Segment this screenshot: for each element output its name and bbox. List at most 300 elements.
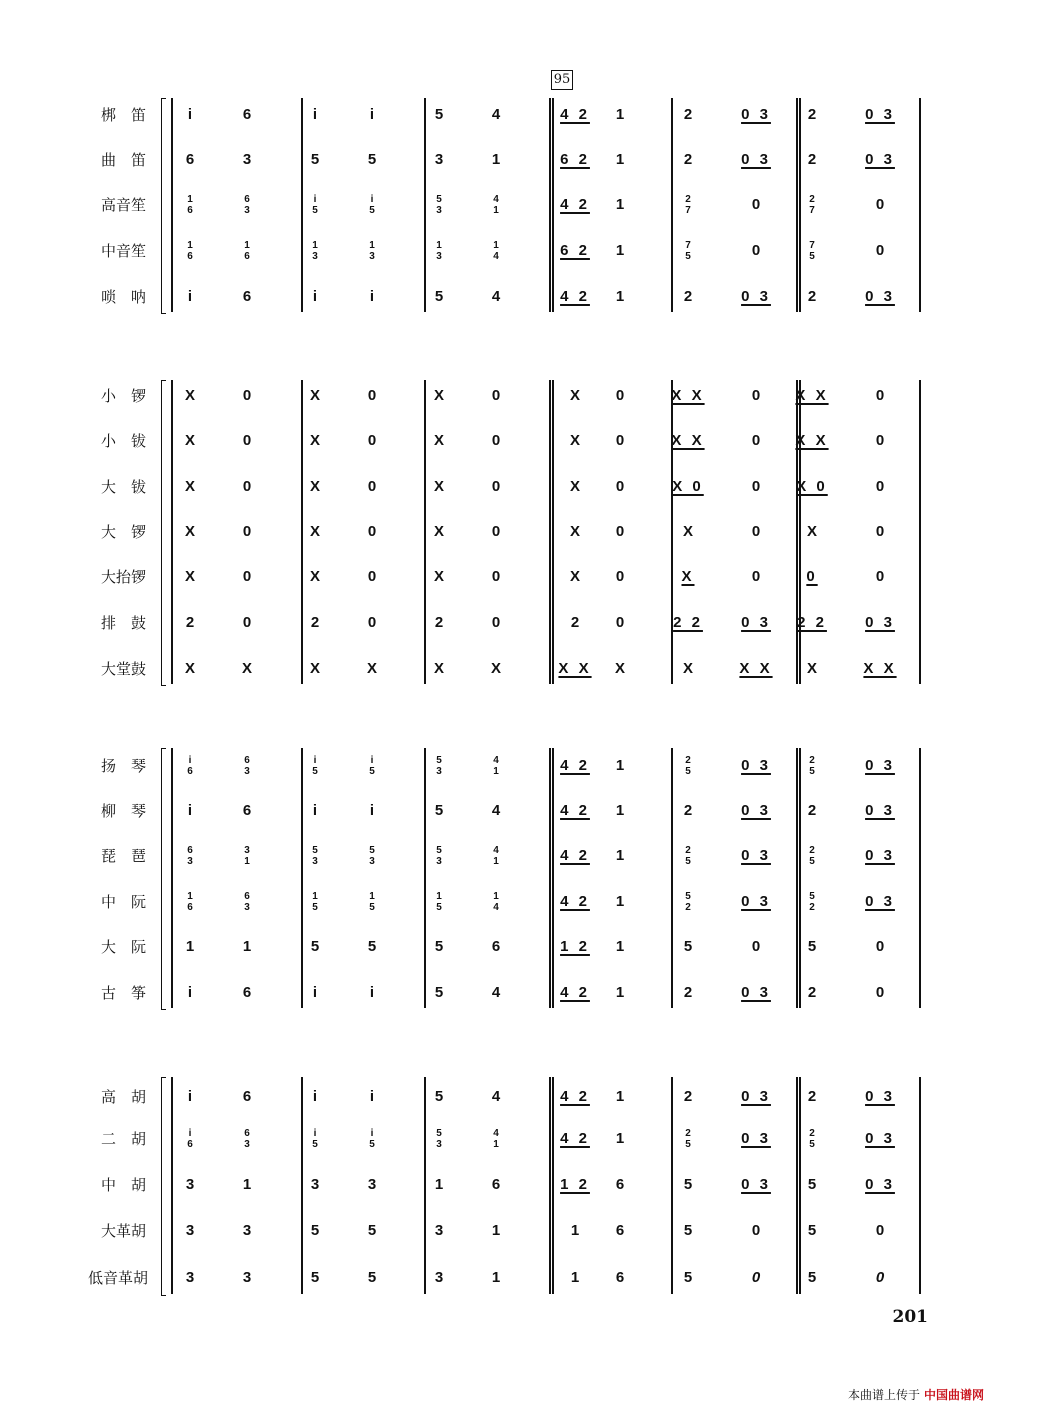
note-cell: i	[312, 106, 318, 123]
note-cell: i	[369, 106, 375, 123]
note-cell	[295, 755, 335, 777]
chord-note: 6	[244, 251, 250, 262]
note-cell: X	[433, 568, 444, 585]
note-cell: 0	[242, 387, 252, 404]
note-cell	[170, 1128, 210, 1150]
instrument-label: 曲 笛	[100, 151, 146, 169]
note-cell: X	[490, 660, 501, 677]
chord-note: 5	[685, 856, 691, 867]
chord-note: 5	[369, 1139, 375, 1150]
note-cell	[668, 1128, 708, 1150]
system-end-barline	[919, 748, 921, 1008]
barline	[549, 748, 551, 1008]
note-cell: 0	[875, 432, 885, 449]
note-cell: 1	[434, 1176, 444, 1193]
note-cell: 0	[242, 614, 252, 631]
note-cell: X	[614, 660, 625, 677]
note-cell: X X	[671, 387, 705, 404]
chord-note: 5	[809, 856, 815, 867]
note-cell: 2	[683, 288, 693, 305]
note-cell: X	[806, 660, 817, 677]
note-cell	[419, 240, 459, 262]
note-cell: 0	[875, 1222, 885, 1239]
system-bracket	[161, 748, 166, 1010]
instrument-label: 唢 呐	[100, 288, 146, 306]
note-cell: 0 3	[865, 802, 895, 819]
note-cell: i	[187, 802, 193, 819]
note-cell: 0	[751, 196, 761, 213]
footer-prefix: 本曲谱上传于	[848, 1388, 921, 1402]
note-cell: 0 3	[865, 757, 895, 774]
note-cell: X	[682, 660, 693, 677]
note-cell: 0	[491, 568, 501, 585]
chord-note: 1	[312, 240, 318, 251]
note-cell: X	[184, 387, 195, 404]
chord-note: 5	[809, 251, 815, 262]
note-cell: 5	[807, 1222, 817, 1239]
chord-note: 2	[685, 845, 691, 856]
note-cell: 6	[242, 984, 252, 1001]
note-cell	[227, 194, 267, 216]
note-cell: 0	[615, 432, 625, 449]
note-cell	[295, 1128, 335, 1150]
note-cell: 0	[491, 614, 501, 631]
note-cell: X	[184, 660, 195, 677]
note-cell	[792, 1128, 832, 1150]
note-cell	[170, 240, 210, 262]
note-cell: 5	[807, 938, 817, 955]
note-cell: 1	[615, 242, 625, 259]
note-cell: i	[369, 802, 375, 819]
note-cell: X	[184, 478, 195, 495]
note-cell: 0 3	[865, 1176, 895, 1193]
double-barline	[552, 1077, 554, 1294]
note-cell: 3	[185, 1222, 195, 1239]
note-cell: 5	[310, 1222, 320, 1239]
note-cell	[227, 891, 267, 913]
system-end-barline	[919, 380, 921, 684]
instrument-label: 二 胡	[100, 1130, 146, 1148]
page-number: 201	[892, 1307, 928, 1327]
note-cell: 5	[434, 288, 444, 305]
note-cell	[295, 240, 335, 262]
chord-note: 6	[244, 891, 250, 902]
note-cell	[792, 845, 832, 867]
note-cell	[170, 194, 210, 216]
note-cell: 3	[434, 1269, 444, 1286]
note-cell: 6	[615, 1176, 625, 1193]
chord-note: 5	[685, 251, 691, 262]
note-cell: 2	[807, 1088, 817, 1105]
chord-note: 3	[244, 902, 250, 913]
chord-note: 5	[369, 902, 375, 913]
note-cell: 4	[491, 984, 501, 1001]
chord-note: 6	[187, 205, 193, 216]
note-cell	[295, 891, 335, 913]
note-cell: 5	[310, 1269, 320, 1286]
note-cell: 1	[570, 1269, 580, 1286]
note-cell: 5	[367, 938, 377, 955]
chord-note: 1	[436, 891, 442, 902]
note-cell: i	[312, 984, 318, 1001]
note-cell: 0	[751, 432, 761, 449]
note-cell: X X	[795, 387, 829, 404]
note-cell: X	[569, 387, 580, 404]
note-cell: 0	[751, 938, 761, 955]
note-cell	[668, 845, 708, 867]
note-cell: X	[241, 660, 252, 677]
note-cell: 1	[491, 1222, 501, 1239]
note-cell: X	[569, 432, 580, 449]
chord-note: 5	[312, 766, 318, 777]
note-cell: 6	[491, 938, 501, 955]
note-cell: 2	[683, 802, 693, 819]
note-cell: 0	[242, 432, 252, 449]
chord-note: 5	[809, 766, 815, 777]
note-cell: 1	[615, 938, 625, 955]
note-cell: X	[433, 660, 444, 677]
note-cell: 0 3	[741, 757, 771, 774]
chord-note: 3	[436, 856, 442, 867]
note-cell	[352, 755, 392, 777]
note-cell: 0 3	[741, 984, 771, 1001]
note-cell: X	[433, 478, 444, 495]
note-cell: 0 3	[865, 151, 895, 168]
note-cell: i	[312, 1088, 318, 1105]
note-cell: 0	[751, 523, 761, 540]
instrument-label: 大抬锣	[100, 568, 146, 586]
note-cell: 0 3	[741, 151, 771, 168]
chord-note: 5	[436, 755, 442, 766]
note-cell: i	[369, 288, 375, 305]
chord-note: 5	[685, 766, 691, 777]
note-cell: X	[184, 432, 195, 449]
note-cell: 0	[806, 568, 818, 585]
system-bracket	[161, 380, 166, 686]
note-cell: 1 2	[560, 938, 590, 955]
note-cell: 4 2	[560, 1130, 590, 1147]
system-start-barline	[171, 748, 173, 1008]
chord-note: 2	[809, 194, 815, 205]
instrument-label: 古 筝	[100, 984, 146, 1002]
note-cell: 0	[367, 568, 377, 585]
note-cell: 6	[615, 1222, 625, 1239]
note-cell	[352, 240, 392, 262]
chord-note: 3	[369, 856, 375, 867]
barline	[549, 380, 551, 684]
chord-note: 1	[187, 240, 193, 251]
note-cell: 6 2	[560, 151, 590, 168]
note-cell: 5	[683, 938, 693, 955]
chord-note: 2	[809, 845, 815, 856]
chord-note: 6	[187, 902, 193, 913]
note-cell: 1	[615, 288, 625, 305]
system-end-barline	[919, 1077, 921, 1294]
note-cell: 5	[367, 151, 377, 168]
note-cell	[352, 194, 392, 216]
chord-note: 5	[312, 205, 318, 216]
note-cell	[352, 891, 392, 913]
note-cell: 0	[242, 568, 252, 585]
note-cell: 1	[615, 847, 625, 864]
note-cell: 5	[434, 106, 444, 123]
barline	[549, 98, 551, 312]
instrument-label: 大 锣	[100, 523, 146, 541]
instrument-label: 大 阮	[100, 938, 146, 956]
note-cell: 0 3	[865, 1088, 895, 1105]
chord-note: 3	[436, 205, 442, 216]
note-cell: 2	[807, 288, 817, 305]
note-cell: 0	[875, 478, 885, 495]
chord-note: 3	[436, 251, 442, 262]
chord-note: 2	[809, 1128, 815, 1139]
note-cell	[476, 1128, 516, 1150]
chord-note: 7	[809, 240, 815, 251]
note-cell: 1	[615, 151, 625, 168]
note-cell: 1	[615, 1088, 625, 1105]
note-cell	[419, 845, 459, 867]
note-cell: 0	[875, 1269, 885, 1286]
note-cell: 4 2	[560, 893, 590, 910]
note-cell: 2	[807, 106, 817, 123]
barline	[424, 748, 426, 1008]
note-cell	[227, 845, 267, 867]
note-cell	[170, 845, 210, 867]
note-cell: 2	[807, 151, 817, 168]
chord-note: 5	[685, 891, 691, 902]
note-cell: 0	[491, 478, 501, 495]
chord-note: 3	[312, 251, 318, 262]
note-cell	[792, 755, 832, 777]
note-cell: 5	[434, 802, 444, 819]
note-cell: 0	[367, 432, 377, 449]
instrument-label: 梆 笛	[100, 106, 146, 124]
note-cell: 5	[434, 984, 444, 1001]
note-cell: 0	[615, 478, 625, 495]
note-cell: 4 2	[560, 984, 590, 1001]
chord-note: 1	[493, 205, 499, 216]
chord-note: 4	[493, 755, 499, 766]
note-cell: 6 2	[560, 242, 590, 259]
note-cell: 0	[615, 387, 625, 404]
chord-note: 5	[436, 1128, 442, 1139]
note-cell: 4	[491, 1088, 501, 1105]
note-cell: 1	[615, 802, 625, 819]
chord-note: 5	[809, 891, 815, 902]
instrument-label: 大 钹	[100, 478, 146, 496]
chord-note: 1	[493, 766, 499, 777]
note-cell: X	[569, 568, 580, 585]
note-cell: 1	[491, 1269, 501, 1286]
note-cell: 0	[875, 568, 885, 585]
chord-note: 1	[436, 240, 442, 251]
chord-note: 2	[685, 1128, 691, 1139]
system-end-barline	[919, 98, 921, 312]
note-cell: 1	[242, 938, 252, 955]
note-cell: 2	[185, 614, 195, 631]
double-barline	[552, 748, 554, 1008]
instrument-label: 大革胡	[100, 1222, 146, 1240]
note-cell: 1	[491, 151, 501, 168]
chord-note: 7	[685, 240, 691, 251]
note-cell: i	[369, 1088, 375, 1105]
double-barline	[552, 380, 554, 684]
note-cell: X 0	[796, 478, 828, 495]
note-cell: 4 2	[560, 196, 590, 213]
note-cell: 4 2	[560, 757, 590, 774]
note-cell: X	[806, 523, 817, 540]
chord-note: 3	[244, 1139, 250, 1150]
note-cell: 2 2	[797, 614, 827, 631]
note-cell: X	[309, 432, 320, 449]
chord-note: 3	[312, 856, 318, 867]
note-cell: 4 2	[560, 802, 590, 819]
note-cell: 5	[367, 1222, 377, 1239]
chord-note: i	[188, 1128, 192, 1139]
note-cell	[476, 755, 516, 777]
note-cell	[227, 1128, 267, 1150]
note-cell: 4 2	[560, 288, 590, 305]
chord-note: 6	[187, 1139, 193, 1150]
note-cell: 2 2	[673, 614, 703, 631]
note-cell: X	[433, 432, 444, 449]
note-cell: 0 3	[865, 614, 895, 631]
system-bracket	[161, 98, 166, 314]
note-cell: X	[366, 660, 377, 677]
note-cell: i	[187, 106, 193, 123]
note-cell: 6	[185, 151, 195, 168]
note-cell: i	[187, 1088, 193, 1105]
note-cell	[170, 755, 210, 777]
note-cell	[668, 194, 708, 216]
chord-note: 1	[493, 1139, 499, 1150]
note-cell: X	[309, 478, 320, 495]
note-cell: 6	[491, 1176, 501, 1193]
note-cell: 0 3	[741, 847, 771, 864]
chord-note: 1	[493, 891, 499, 902]
double-barline	[552, 98, 554, 312]
chord-note: 1	[493, 240, 499, 251]
note-cell: X X	[558, 660, 592, 677]
note-cell: 0 3	[741, 1088, 771, 1105]
note-cell: 0 3	[741, 893, 771, 910]
note-cell	[419, 194, 459, 216]
note-cell: 0	[875, 196, 885, 213]
chord-note: 1	[493, 856, 499, 867]
note-cell: 0	[875, 242, 885, 259]
chord-note: 1	[187, 891, 193, 902]
note-cell: 0	[875, 523, 885, 540]
chord-note: 6	[187, 766, 193, 777]
chord-note: 3	[244, 845, 250, 856]
note-cell: X	[433, 523, 444, 540]
note-cell: 6	[242, 288, 252, 305]
note-cell: 0	[242, 523, 252, 540]
instrument-label: 扬 琴	[100, 757, 146, 775]
note-cell: i	[312, 288, 318, 305]
note-cell: 0 3	[741, 106, 771, 123]
note-cell: 0	[367, 387, 377, 404]
note-cell	[476, 240, 516, 262]
chord-note: 3	[369, 251, 375, 262]
note-cell: X	[569, 478, 580, 495]
note-cell	[419, 1128, 459, 1150]
instrument-label: 琵 琶	[100, 847, 146, 865]
note-cell	[668, 891, 708, 913]
chord-note: 1	[244, 856, 250, 867]
chord-note: 1	[244, 240, 250, 251]
note-cell: X	[309, 568, 320, 585]
note-cell: i	[369, 984, 375, 1001]
note-cell: 1	[615, 106, 625, 123]
note-cell: 5	[434, 938, 444, 955]
note-cell: i	[312, 802, 318, 819]
note-cell: X	[309, 387, 320, 404]
note-cell: 4	[491, 288, 501, 305]
note-cell: 0	[367, 523, 377, 540]
note-cell: 0	[751, 242, 761, 259]
note-cell: 5	[683, 1176, 693, 1193]
note-cell: 4	[491, 802, 501, 819]
chord-note: i	[370, 755, 374, 766]
note-cell: 2	[570, 614, 580, 631]
note-cell: X	[681, 568, 695, 585]
chord-note: 5	[369, 845, 375, 856]
note-cell: i	[187, 288, 193, 305]
note-cell: X	[569, 523, 580, 540]
note-cell: 0	[615, 523, 625, 540]
chord-note: 6	[244, 755, 250, 766]
note-cell: 0	[242, 478, 252, 495]
note-cell: 3	[242, 151, 252, 168]
note-cell: 2	[683, 151, 693, 168]
chord-note: 3	[436, 766, 442, 777]
instrument-label: 大堂鼓	[100, 660, 146, 678]
instrument-label: 小 锣	[100, 387, 146, 405]
chord-note: 7	[809, 205, 815, 216]
note-cell: 0	[751, 478, 761, 495]
note-cell: 1	[570, 1222, 580, 1239]
note-cell	[419, 755, 459, 777]
note-cell	[295, 845, 335, 867]
note-cell: 0 3	[741, 802, 771, 819]
note-cell: 0	[367, 614, 377, 631]
chord-note: 2	[685, 902, 691, 913]
note-cell: 0	[875, 387, 885, 404]
chord-note: 3	[244, 766, 250, 777]
note-cell: 5	[683, 1269, 693, 1286]
note-cell: X	[309, 523, 320, 540]
note-cell: 1	[185, 938, 195, 955]
note-cell: X X	[863, 660, 897, 677]
chord-note: 6	[187, 845, 193, 856]
note-cell: 5	[310, 938, 320, 955]
note-cell: 0	[875, 938, 885, 955]
barline	[671, 748, 673, 1008]
note-cell: 0 3	[741, 1176, 771, 1193]
note-cell: X	[184, 523, 195, 540]
note-cell	[668, 755, 708, 777]
note-cell: 1	[615, 1130, 625, 1147]
note-cell	[792, 194, 832, 216]
note-cell: 0 3	[865, 288, 895, 305]
instrument-label: 低音革胡	[87, 1269, 148, 1287]
note-cell: 1	[615, 893, 625, 910]
note-cell: 4	[491, 106, 501, 123]
note-cell	[295, 194, 335, 216]
chord-note: 5	[312, 902, 318, 913]
chord-note: 5	[312, 1139, 318, 1150]
